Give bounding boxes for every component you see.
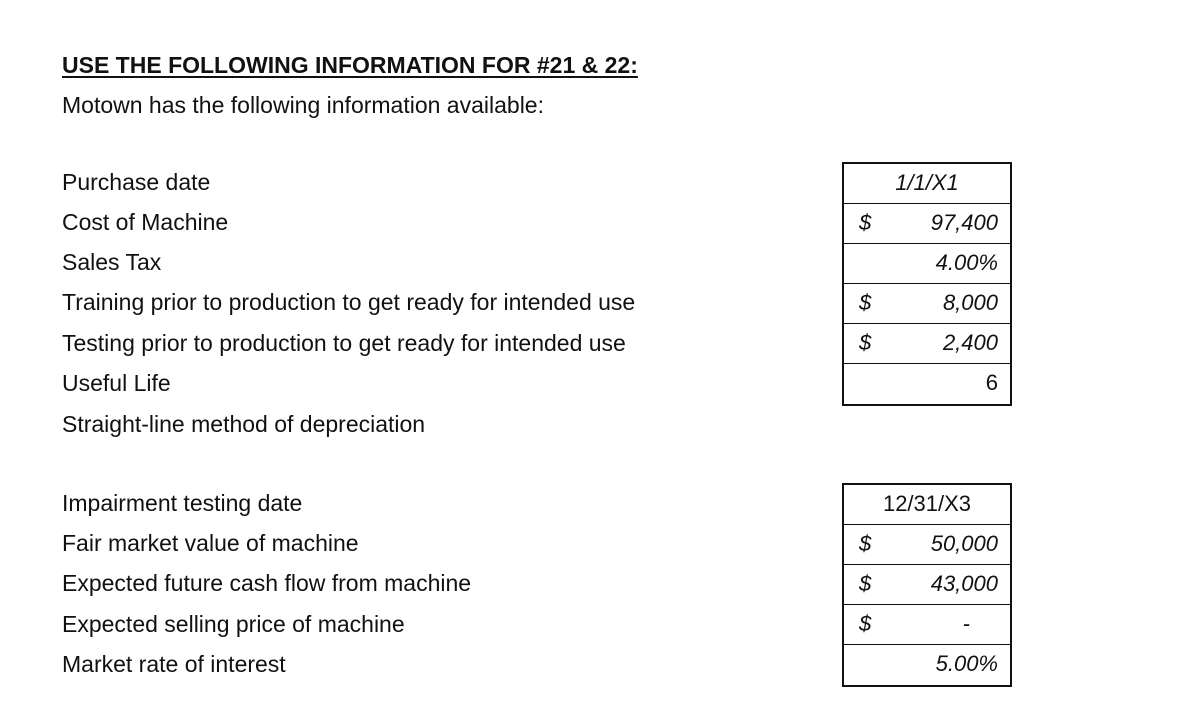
cost-value: 97,400 — [930, 210, 998, 235]
testing-cell — [844, 324, 1010, 364]
label-fair-market-value: Fair market value of machine — [62, 530, 359, 556]
label-selling-price: Expected selling price of machine — [62, 611, 405, 637]
testing-value: 2,400 — [942, 330, 998, 355]
label-sales-tax: Sales Tax — [62, 249, 162, 275]
intro-text: Motown has the following information available: — [62, 92, 544, 118]
purchase-date-cell — [844, 164, 1010, 204]
selling-price-cell — [844, 605, 1010, 645]
currency-symbol: $ — [859, 531, 872, 556]
section2-value-box — [842, 483, 1012, 687]
fmv-cell — [844, 525, 1010, 565]
label-cost-of-machine: Cost of Machine — [62, 209, 229, 235]
label-interest-rate: Market rate of interest — [62, 651, 286, 677]
useful-life-cell — [844, 364, 1010, 404]
label-impairment-date: Impairment testing date — [62, 490, 303, 516]
sales-tax-cell — [844, 244, 1010, 284]
label-future-cash-flow: Expected future cash flow from machine — [62, 570, 472, 596]
currency-symbol: $ — [859, 290, 872, 315]
cash-flow-cell — [844, 565, 1010, 605]
cost-cell — [844, 204, 1010, 244]
selling-price-value: - — [962, 611, 970, 636]
section1-value-box — [842, 162, 1012, 406]
impairment-date-cell — [844, 485, 1010, 525]
currency-symbol: $ — [859, 330, 872, 355]
label-purchase-date: Purchase date — [62, 169, 211, 195]
currency-symbol: $ — [859, 571, 872, 596]
interest-rate-cell — [844, 645, 1010, 685]
currency-symbol: $ — [859, 210, 872, 235]
purchase-date-value: 1/1/X1 — [895, 170, 959, 195]
label-testing: Testing prior to production to get ready for intended use — [62, 330, 626, 356]
fmv-value: 50,000 — [930, 531, 998, 556]
label-depreciation-method: Straight-line method of depreciation — [62, 411, 426, 437]
currency-symbol: $ — [859, 611, 872, 636]
cash-flow-value: 43,000 — [930, 571, 998, 596]
impairment-date-value: 12/31/X3 — [882, 491, 972, 516]
section-heading: USE THE FOLLOWING INFORMATION FOR #21 & 22: — [62, 52, 638, 78]
label-useful-life: Useful Life — [62, 370, 171, 396]
useful-life-value: 6 — [985, 370, 998, 395]
sales-tax-value: 4.00% — [935, 250, 998, 275]
training-cell — [844, 284, 1010, 324]
interest-rate-value: 5.00% — [935, 651, 998, 676]
label-training: Training prior to production to get ready for intended use — [62, 289, 636, 315]
training-value: 8,000 — [942, 290, 998, 315]
